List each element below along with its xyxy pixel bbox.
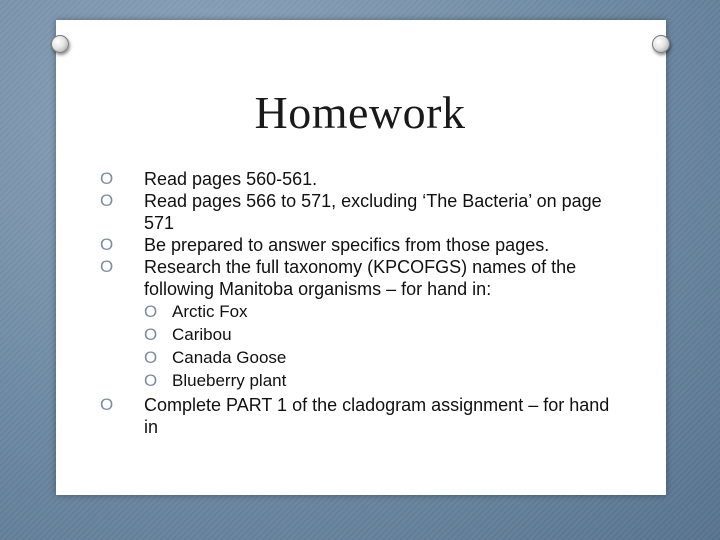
bullet-text: Read pages 560-561. <box>144 169 318 189</box>
pushpin-icon <box>51 35 69 53</box>
bullet-item <box>100 168 620 190</box>
bullet-item <box>100 256 620 392</box>
bullet-text: Read pages 566 to 571, excluding ‘The Bacteria’ on page 571 <box>144 191 602 233</box>
sub-bullet-text: Caribou <box>172 325 232 344</box>
pushpin-icon <box>652 35 670 53</box>
bullet-list <box>100 168 620 438</box>
sub-bullet-list <box>144 300 620 392</box>
bullet-item <box>100 234 620 256</box>
bullet-marker-icon: O <box>100 191 114 210</box>
sub-bullet-text: Arctic Fox <box>172 302 248 321</box>
sub-bullet-text: Blueberry plant <box>172 371 287 390</box>
sub-bullet-item <box>144 369 620 392</box>
sub-bullet-item <box>144 323 620 346</box>
slide-title: Homework <box>254 87 466 138</box>
sub-bullet-item <box>144 346 620 369</box>
sub-bullet-item <box>144 300 620 323</box>
bullet-marker-icon: O <box>144 302 158 321</box>
bullet-text: Complete PART 1 of the cladogram assignment – for hand in <box>144 395 610 437</box>
bullet-text: Be prepared to answer specifics from those pages. <box>144 235 550 255</box>
bullet-marker-icon: O <box>144 371 158 390</box>
bullet-marker-icon: O <box>144 348 158 367</box>
bullet-item <box>100 190 620 234</box>
bullet-text: Research the full taxonomy (KPCOFGS) names of the following Manitoba organisms – for hand in: <box>144 257 577 299</box>
bullet-marker-icon: O <box>100 169 114 188</box>
bullet-marker-icon: O <box>100 235 114 254</box>
sub-bullet-text: Canada Goose <box>172 348 287 367</box>
bullet-marker-icon: O <box>100 257 114 276</box>
bullet-marker-icon: O <box>100 395 114 414</box>
bullet-item <box>100 394 620 438</box>
bullet-marker-icon: O <box>144 325 158 344</box>
